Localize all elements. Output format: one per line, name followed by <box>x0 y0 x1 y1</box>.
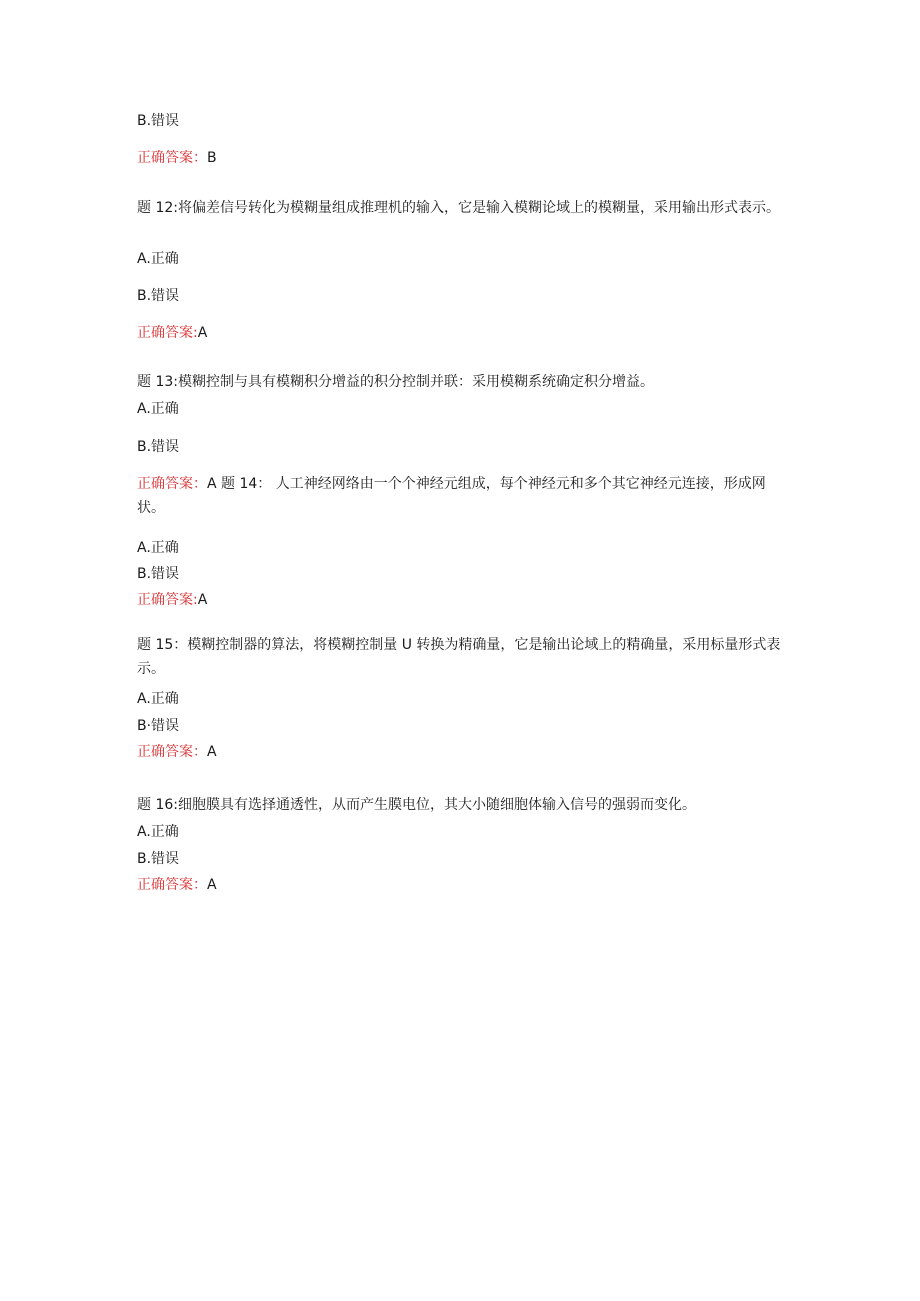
q15-answer <box>137 740 787 764</box>
q13-answer-label: 正确答案： <box>137 476 207 492</box>
q12-option-a: A.正确 <box>137 251 179 267</box>
q15-option-a: A.正确 <box>137 691 179 707</box>
q11-answer-value: B <box>207 150 217 166</box>
q11-answer-label: 正确答案： <box>137 150 207 166</box>
q13-answer-with-q14 <box>137 472 787 520</box>
q13-answer-value: A <box>207 476 217 492</box>
q13-question: 题 13:模糊控制与具有模糊积分增益的积分控制并联：采用模糊系统确定积分增益。 <box>137 374 654 390</box>
q16-question: 题 16:细胞膜具有选择通透性，从而产生膜电位，其大小随细胞体输入信号的强弱而变化。 <box>137 797 696 813</box>
q12-answer <box>137 321 787 345</box>
q11-option-b: B.错误 <box>137 113 180 129</box>
q15-answer-value: A <box>207 744 217 760</box>
q15-answer-label: 正确答案： <box>137 744 207 760</box>
q14-answer-label: 正确答案: <box>137 592 198 608</box>
q12-question: 题 12:将偏差信号转化为模糊量组成推理机的输入，它是输入模糊论域上的模糊量，采用输出形式表示。 <box>137 200 780 216</box>
q14-option-a: A.正确 <box>137 540 179 556</box>
q13-option-a: A.正确 <box>137 401 179 417</box>
q11-answer <box>137 146 787 170</box>
q16-option-b: B.错误 <box>137 851 180 867</box>
q14-answer <box>137 588 787 612</box>
q16-answer-value: A <box>207 877 217 893</box>
q14-answer-value: A <box>197 592 208 608</box>
q15-question: 题 15：模糊控制器的算法，将模糊控制量 U 转换为精确量，它是输出论域上的精确量，采用标量形式表示。 <box>137 637 781 677</box>
q13-option-b: B.错误 <box>137 439 180 455</box>
q15-option-b: B·错误 <box>137 718 180 734</box>
q16-answer <box>137 873 787 897</box>
q14-option-b: B.错误 <box>137 566 180 582</box>
q14-question: 题 14： 人工神经网络由一个个神经元组成，每个神经元和多个其它神经元连接，形成网状。 <box>137 476 766 516</box>
q12-answer-label: 正确答案: <box>137 325 198 341</box>
q12-option-b: B.错误 <box>137 288 180 304</box>
q16-answer-label: 正确答案： <box>137 877 207 893</box>
q16-option-a: A.正确 <box>137 824 179 840</box>
q12-answer-value: A <box>197 325 208 341</box>
